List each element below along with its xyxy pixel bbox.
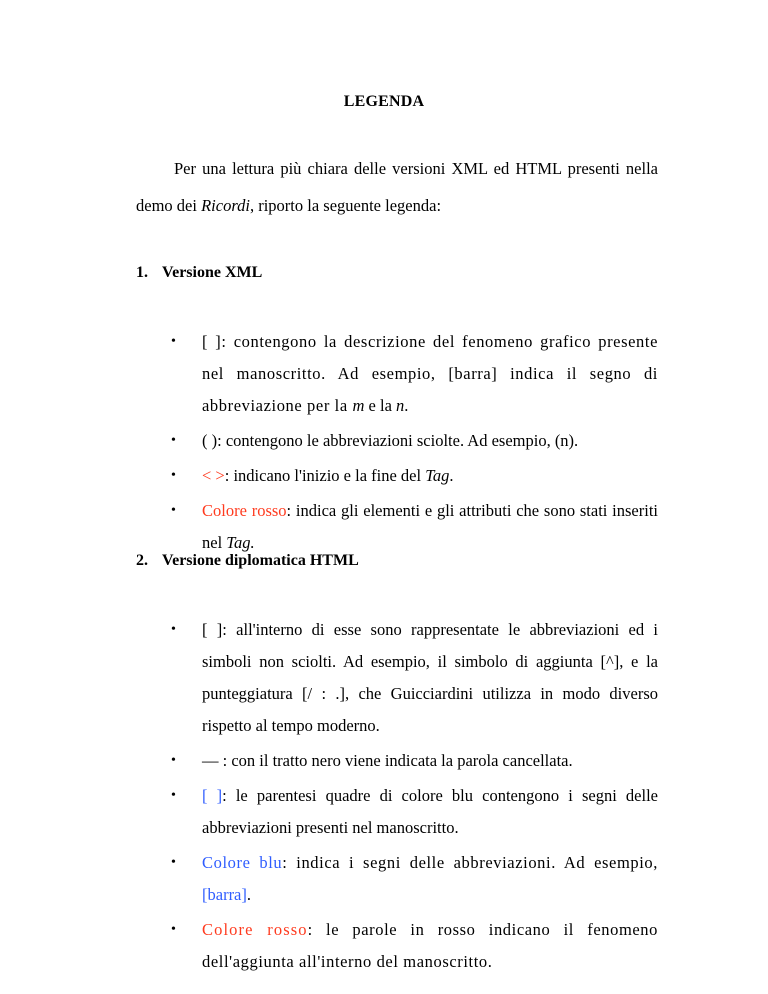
section-heading-html [136,552,359,570]
html-legend-list [169,614,658,981]
section-number: 1. [136,264,148,281]
item-text: [ ]: all'interno di esse sono rappresentate le abbreviazioni ed i simboli non sciolti. Ad esempio, il simbolo di aggiunta [^], e la punteggiatura [/ : .], che Guicciardini utilizza in modo diverso rispetto al tempo moderno. [202,620,658,735]
red-marker-text: Colore rosso [202,501,287,520]
section-title: Versione XML [162,264,263,281]
blue-marker-text: Colore blu [202,853,283,872]
list-item [169,914,658,978]
item-text: [ ]: contengono la descrizione del fenomeno grafico presente nel manoscritto. Ad esempio, [barra] indica il segno di abbreviazione per la [202,332,658,415]
bullet-icon: • [171,788,176,803]
item-text: — : con il tratto nero viene indicata la parola cancellata. [202,751,573,770]
xml-legend-list [169,326,658,562]
item-italic: Tag [425,466,450,485]
list-item [169,780,658,844]
red-marker-text: < > [202,466,225,485]
page-title: LEGENDA [343,93,425,110]
intro-italic-ricordi: Ricordi [201,196,250,215]
blue-marker-text: [ ] [202,786,223,805]
item-text: : le parole in rosso indicano il fenomeno dell'aggiunta all'interno del manoscritto. [202,920,658,971]
item-italic: Tag. [226,533,255,552]
list-item [169,460,658,492]
list-item [169,614,658,742]
item-text: . [449,466,454,485]
bullet-icon: • [171,468,176,483]
list-item [169,495,658,559]
red-marker-text: Colore rosso [202,920,308,939]
bullet-icon: • [171,503,176,518]
section-title: Versione diplomatica HTML [162,552,359,569]
intro-text-2: , riporto la seguente legenda: [249,196,442,215]
item-text: : indicano l'inizio e la fine del [224,466,426,485]
section-number: 2. [136,552,148,569]
list-item [169,847,658,911]
item-text: e la [364,396,397,415]
bullet-icon: • [171,922,176,937]
item-text: : indica i segni delle abbreviazioni. Ad esempio, [282,853,658,872]
intro-paragraph [136,150,658,224]
item-text: : indica gli elementi e gli attributi che sono stati inseriti nel [202,501,658,552]
bullet-icon: • [171,622,176,637]
intro-text-1: Per una lettura più chiara delle versioni XML ed HTML presenti nella demo dei [136,159,658,215]
bullet-icon: • [171,433,176,448]
item-text: ( ): contengono le abbreviazioni sciolte. Ad esempio, (n). [202,431,579,450]
list-item [169,745,658,777]
item-text: . [246,885,252,904]
item-text: : le parentesi quadre di colore blu contengono i segni delle abbreviazioni presenti nel manoscritto. [202,786,658,837]
item-italic: m [352,396,365,415]
bullet-icon: • [171,855,176,870]
section-heading-xml [136,264,262,282]
list-item [169,425,658,457]
item-text: . [404,396,409,415]
item-italic: n [396,396,405,415]
bullet-icon: • [171,753,176,768]
blue-marker-text: [barra] [202,885,247,904]
bullet-icon: • [171,334,176,349]
list-item [169,326,658,422]
